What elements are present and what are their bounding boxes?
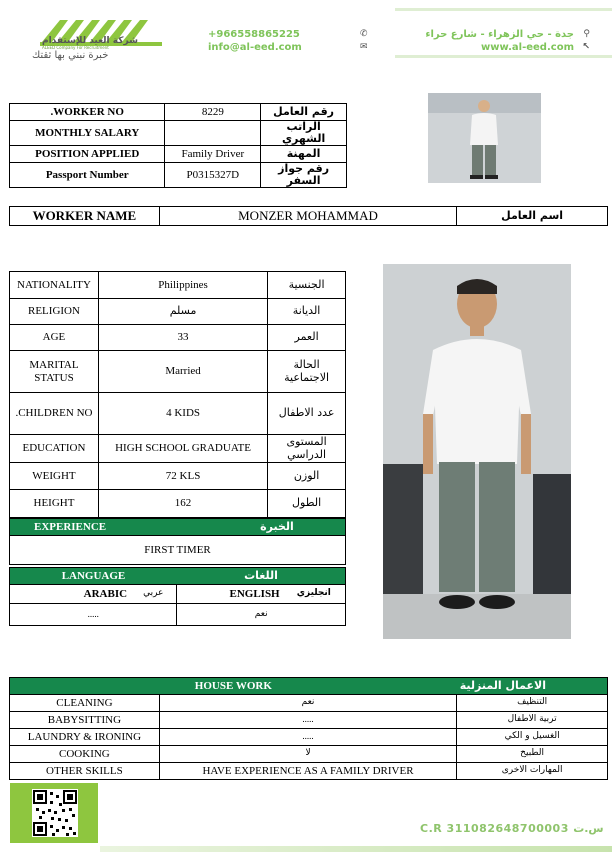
arabic-label-ar: عربي [130, 585, 177, 604]
experience-label-ar: الخبرة [209, 519, 346, 536]
table-row [10, 435, 346, 463]
worker-details-table [9, 271, 346, 518]
table-row [10, 604, 346, 626]
passport-value: P0315327D [165, 163, 261, 188]
company-name-english: ALEED Company For Recruitment [42, 45, 109, 50]
worker-no-label-ar: رقم العامل [261, 104, 347, 121]
detail-label: MARITAL STATUS [10, 351, 99, 393]
detail-label-ar: المستوى الدراسي [268, 435, 346, 463]
skill-value: لا [159, 746, 456, 763]
detail-value: 4 KIDS [98, 393, 267, 435]
table-row [10, 351, 346, 393]
mail-icon: ✉ [360, 42, 368, 52]
detail-label-ar: الديانة [268, 299, 346, 325]
skill-label: CLEANING [10, 695, 160, 712]
experience-table [9, 518, 346, 565]
language-table [9, 567, 346, 626]
skill-label-ar: تربية الاطفال [457, 712, 608, 729]
skill-label-ar: المهارات الاخرى [457, 763, 608, 780]
skill-label: BABYSITTING [10, 712, 160, 729]
detail-value: HIGH SCHOOL GRADUATE [98, 435, 267, 463]
salary-value [165, 121, 261, 146]
worker-name-label-ar: اسم العامل [457, 207, 608, 226]
experience-header [10, 519, 346, 536]
footer-band [100, 846, 612, 852]
header-band-bottom [395, 55, 612, 58]
detail-label: HEIGHT [10, 490, 99, 518]
detail-label-ar: الحالة الاجتماعية [268, 351, 346, 393]
detail-label: .CHILDREN NO [10, 393, 99, 435]
detail-label: EDUCATION [10, 435, 99, 463]
detail-label: WEIGHT [10, 463, 99, 490]
detail-label-ar: العمر [268, 325, 346, 351]
contact-row-email [208, 40, 592, 54]
position-value: Family Driver [165, 146, 261, 163]
skill-value: ..... [159, 729, 456, 746]
english-label: ENGLISH [177, 585, 283, 604]
detail-label-ar: الطول [268, 490, 346, 518]
experience-label: EXPERIENCE [10, 519, 209, 536]
salary-label: MONTHLY SALARY [10, 121, 165, 146]
worker-photo-small [428, 93, 541, 183]
detail-label: NATIONALITY [10, 272, 99, 299]
company-name-arabic: شركة العيد للإستقدام [42, 36, 138, 46]
table-row [10, 490, 346, 518]
detail-value: 162 [98, 490, 267, 518]
detail-value: Married [98, 351, 267, 393]
skill-label-ar: الطبيخ [457, 746, 608, 763]
qr-code-icon [32, 789, 78, 837]
worker-summary-table [9, 103, 347, 188]
arabic-value: ..... [10, 604, 177, 626]
address: جدة - حي الزهراء - شارع حراء [425, 28, 574, 40]
language-label: LANGUAGE [10, 568, 177, 585]
english-label-ar: انجليزي [283, 585, 346, 604]
table-row [10, 746, 608, 763]
email-address[interactable]: info@al-eed.com [208, 41, 302, 53]
skill-value: HAVE EXPERIENCE AS A FAMILY DRIVER [159, 763, 456, 780]
house-work-label: HOUSE WORK [10, 678, 457, 695]
detail-label-ar: الوزن [268, 463, 346, 490]
table-row [10, 536, 346, 565]
table-row [10, 585, 346, 604]
worker-name-value: MONZER MOHAMMAD [159, 207, 456, 226]
skill-label: COOKING [10, 746, 160, 763]
qr-code-block [10, 783, 98, 843]
worker-no-label: .WORKER NO [10, 104, 165, 121]
whatsapp-icon: ✆ [360, 29, 368, 39]
company-slogan: خبرة نبني بها ثقتك [32, 50, 109, 61]
table-row [10, 729, 608, 746]
table-row [10, 325, 346, 351]
passport-label-ar: رقم جواز السفر [261, 163, 347, 188]
table-row [10, 695, 608, 712]
language-header [10, 568, 346, 585]
passport-label: Passport Number [10, 163, 165, 188]
qr-code[interactable] [32, 789, 78, 837]
worker-no-value: 8229 [165, 104, 261, 121]
website[interactable]: www.al-eed.com [481, 41, 574, 53]
cursor-icon: ↖ [582, 42, 590, 52]
table-row [10, 712, 608, 729]
detail-value: مسلم [98, 299, 267, 325]
phone-number[interactable]: +966558865225 [208, 28, 300, 40]
skill-label-ar: الغسيل و الكي [457, 729, 608, 746]
english-value: نعم [177, 604, 346, 626]
table-row [10, 393, 346, 435]
detail-label-ar: عدد الاطفال [268, 393, 346, 435]
detail-label-ar: الجنسية [268, 272, 346, 299]
worker-name-label: WORKER NAME [10, 207, 160, 226]
worker-name-table [9, 206, 608, 226]
position-label-ar: المهنة [261, 146, 347, 163]
experience-value: FIRST TIMER [10, 536, 346, 565]
house-work-table [9, 677, 608, 780]
house-work-header [10, 678, 608, 695]
skill-label-ar: التنظيف [457, 695, 608, 712]
arabic-label: ARABIC [10, 585, 131, 604]
skill-label: LAUNDRY & IRONING [10, 729, 160, 746]
detail-label: AGE [10, 325, 99, 351]
skill-value: ..... [159, 712, 456, 729]
table-row [10, 763, 608, 780]
table-row [10, 272, 346, 299]
location-pin-icon: ⚲ [583, 29, 590, 39]
table-row [10, 146, 347, 163]
table-row [10, 104, 347, 121]
table-row [10, 463, 346, 490]
salary-label-ar: الراتب الشهري [261, 121, 347, 146]
person-photo [383, 264, 571, 639]
person-photo [428, 93, 541, 183]
table-row [10, 207, 608, 226]
worker-photo-large [383, 264, 571, 639]
commercial-registration: C.R 311082648700003 س.ت [420, 822, 604, 835]
language-label-ar: اللغات [177, 568, 346, 585]
table-row [10, 163, 347, 188]
skill-label: OTHER SKILLS [10, 763, 160, 780]
detail-label: RELIGION [10, 299, 99, 325]
contact-row-phone [208, 27, 592, 41]
detail-value: 72 KLS [98, 463, 267, 490]
detail-value: 33 [98, 325, 267, 351]
detail-value: Philippines [98, 272, 267, 299]
table-row [10, 121, 347, 146]
position-label: POSITION APPLIED [10, 146, 165, 163]
table-row [10, 299, 346, 325]
header-band-top [395, 8, 612, 11]
skill-value: نعم [159, 695, 456, 712]
house-work-label-ar: الاعمال المنزلية [457, 678, 608, 695]
